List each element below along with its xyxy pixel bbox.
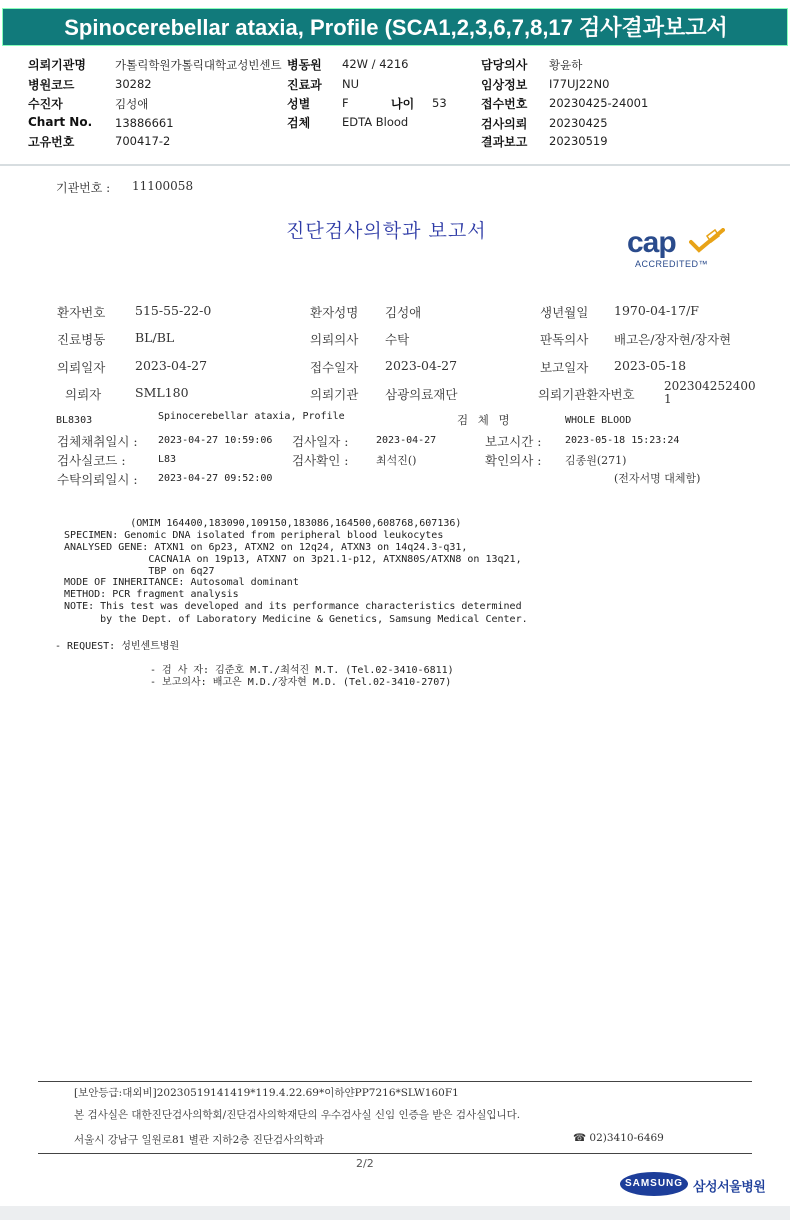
patient-label-id: 환자번호 (57, 305, 106, 320)
patient-label-name: 환자성명 (310, 305, 359, 320)
patient-value-requesting-institution: 삼광의료재단 (385, 387, 458, 402)
report-title: 진단검사의학과 보고서 (286, 220, 487, 242)
test-confirm-label: 검사확인 : (292, 453, 349, 468)
patient-label-ordering-doctor: 의뢰의사 (310, 332, 359, 347)
test-confirm-doc-label: 확인의사 : (485, 453, 542, 468)
header-value-patient: 김성애 (115, 97, 149, 111)
header-value-specimen: EDTA Blood (342, 115, 409, 129)
patient-label-birth: 생년월일 (540, 305, 589, 320)
report-main-title: Spinocerebellar ataxia, Profile (SCA1,2,3,6,7,8,17 검사결과보고서 (64, 15, 728, 40)
test-code: BL8303 (56, 415, 93, 426)
address-line: 서울시 강남구 일원로81 별관 지하2층 진단검사의학과 (74, 1134, 324, 1146)
institution-no-label: 기관번호 : (56, 181, 111, 195)
patient-label-requester: 의뢰자 (65, 387, 102, 402)
test-request-value: 2023-04-27 09:52:00 (158, 473, 273, 484)
test-room-value: L83 (158, 454, 177, 465)
test-report-time-value: 2023-05-18 15:23:24 (565, 435, 680, 446)
footer-bottom-rule (38, 1153, 752, 1154)
header-label-age: 나이 (391, 97, 415, 111)
title-banner (0, 0, 790, 54)
tester-line: - 검 사 자: 김준호 M.T./최석진 M.T. (Tel.02-3410-6811) (150, 665, 454, 676)
patient-value-report-date: 2023-05-18 (614, 358, 687, 373)
patient-value-id: 515-55-22-0 (135, 303, 212, 318)
header-label-accession: 접수번호 (481, 97, 528, 111)
header-value-hospital-code: 30282 (115, 77, 152, 91)
patient-value-name: 김성애 (385, 305, 422, 320)
header-value-chart-no: 13886661 (115, 116, 174, 130)
patient-label-report-date: 보고일자 (540, 360, 589, 375)
test-confirm-value: 최석진() (376, 454, 417, 467)
title-banner-fill (2, 8, 788, 46)
reporting-doctor-line: - 보고의사: 배고은 M.D./장자현 M.D. (Tel.02-3410-2707) (150, 677, 452, 688)
test-confirm-doc-value: 김종원(271) (565, 454, 627, 467)
patient-label-ward: 진료병동 (57, 332, 106, 347)
header-value-clinical-info: I77UJ22N0 (549, 77, 610, 91)
samsung-hospital-name: 삼성서울병원 (693, 1180, 766, 1195)
header-label-institution: 의뢰기관명 (28, 58, 86, 72)
institution-no-value: 11100058 (132, 179, 194, 193)
header-value-institution: 가톨릭학원가톨릭대학교성빈센트 (115, 58, 282, 72)
header-label-ward: 병동원 (287, 58, 322, 72)
header-label-specimen: 검체 (287, 116, 311, 130)
test-collect-label: 검체채취일시 : (57, 434, 138, 449)
patient-value-ordering-doctor: 수탁 (385, 332, 410, 347)
header-label-hospital-code: 병원코드 (28, 78, 75, 92)
page-number: 2/2 (356, 1157, 374, 1170)
test-request-label: 수탁의뢰일시 : (57, 472, 138, 487)
patient-value-reading-doctor: 배고은/장자현/장자현 (614, 332, 732, 347)
certification-line: 본 검사실은 대한진단검사의학회/진단검사의학재단의 우수검사실 신임 인증을 받은 검사실입니다. (74, 1109, 521, 1121)
body-line: SPECIMEN: Genomic DNA isolated from peripheral blood leukocytes (52, 530, 444, 541)
cap-accredited-logo (627, 226, 731, 272)
patient-value-inst-patient-no: 202304252400 (664, 379, 756, 393)
body-line: (OMIM 164400,183090,109150,183086,164500,608768,607136) (52, 518, 462, 529)
header-value-ward: 42W / 4216 (342, 57, 409, 71)
body-line: ANALYSED GENE: ATXN1 on 6p23, ATXN2 on 12q24, ATXN3 on 14q24.3-q31, (52, 542, 468, 553)
bottom-strip (0, 1206, 790, 1220)
test-date-value: 2023-04-27 (376, 435, 437, 446)
header-value-sex: F (342, 96, 349, 110)
header-label-reported: 결과보고 (481, 135, 528, 149)
body-line: by the Dept. of Laboratory Medicine & Genetics, Samsung Medical Center. (52, 614, 528, 625)
cap-check-icon (689, 228, 725, 254)
header-label-department: 진료과 (287, 78, 322, 92)
header-label-unique-no: 고유번호 (28, 135, 75, 149)
header-value-accession: 20230425-24001 (549, 96, 649, 110)
header-divider (0, 164, 790, 166)
header-value-requested: 20230425 (549, 116, 608, 130)
footer-top-rule (38, 1081, 752, 1082)
patient-value-receipt-date: 2023-04-27 (385, 358, 458, 373)
patient-value-birth: 1970-04-17/F (614, 303, 699, 318)
patient-value-ward: BL/BL (135, 330, 175, 345)
header-label-clinical-info: 임상정보 (481, 78, 528, 92)
security-line: [보안등급:대외비]20230519141419*119.4.22.69*이하얀PP7216*SLW160F1 (74, 1087, 459, 1099)
header-value-reported: 20230519 (549, 134, 608, 148)
patient-label-request-date: 의뢰일자 (57, 360, 106, 375)
header-label-requested: 검사의뢰 (481, 117, 528, 131)
body-line: METHOD: PCR fragment analysis (52, 589, 239, 600)
header-label-physician: 담당의사 (481, 58, 528, 72)
header-label-patient: 수진자 (28, 97, 63, 111)
header-label-chart-no: Chart No. (28, 115, 93, 129)
test-name: Spinocerebellar ataxia, Profile (158, 411, 345, 422)
header-value-department: NU (342, 77, 360, 91)
cap-logo-accredited: ACCREDITED™ (635, 259, 709, 269)
header-value-age: 53 (432, 96, 447, 110)
samsung-logo: SAMSUNG (620, 1172, 688, 1196)
header-value-physician: 황윤하 (549, 58, 583, 72)
patient-value-request-date: 2023-04-27 (135, 358, 208, 373)
cap-logo-word: cap (627, 226, 676, 259)
patient-label-reading-doctor: 판독의사 (540, 332, 589, 347)
test-report-time-label: 보고시간 : (485, 434, 542, 449)
test-specimen-value: WHOLE BLOOD (565, 415, 632, 426)
esign-note: (전자서명 대체함) (614, 472, 701, 485)
test-collect-value: 2023-04-27 10:59:06 (158, 435, 273, 446)
patient-value-inst-patient-no-2: 1 (664, 392, 672, 406)
body-line: TBP on 6q27 (52, 566, 215, 577)
patient-label-inst-patient-no: 의뢰기관환자번호 (538, 387, 635, 402)
header-label-sex: 성별 (287, 97, 311, 111)
patient-value-requester: SML180 (135, 385, 189, 400)
body-line: MODE OF INHERITANCE: Autosomal dominant (52, 577, 299, 588)
test-specimen-label: 검 체 명 (457, 413, 513, 427)
patient-label-requesting-institution: 의뢰기관 (310, 387, 359, 402)
test-room-label: 검사실코드 : (57, 453, 126, 468)
patient-label-receipt-date: 접수일자 (310, 360, 359, 375)
body-line: NOTE: This test was developed and its performance characteristics determined (52, 601, 522, 612)
request-line: - REQUEST: 성빈센트병원 (55, 641, 180, 652)
body-line: CACNA1A on 19p13, ATXN7 on 3p21.1-p12, ATXN80S/ATXN8 on 13q21, (52, 554, 522, 565)
test-date-label: 검사일자 : (292, 434, 349, 449)
header-value-unique-no: 700417-2 (115, 134, 171, 148)
phone-line: ☎ 02)3410-6469 (573, 1132, 664, 1144)
